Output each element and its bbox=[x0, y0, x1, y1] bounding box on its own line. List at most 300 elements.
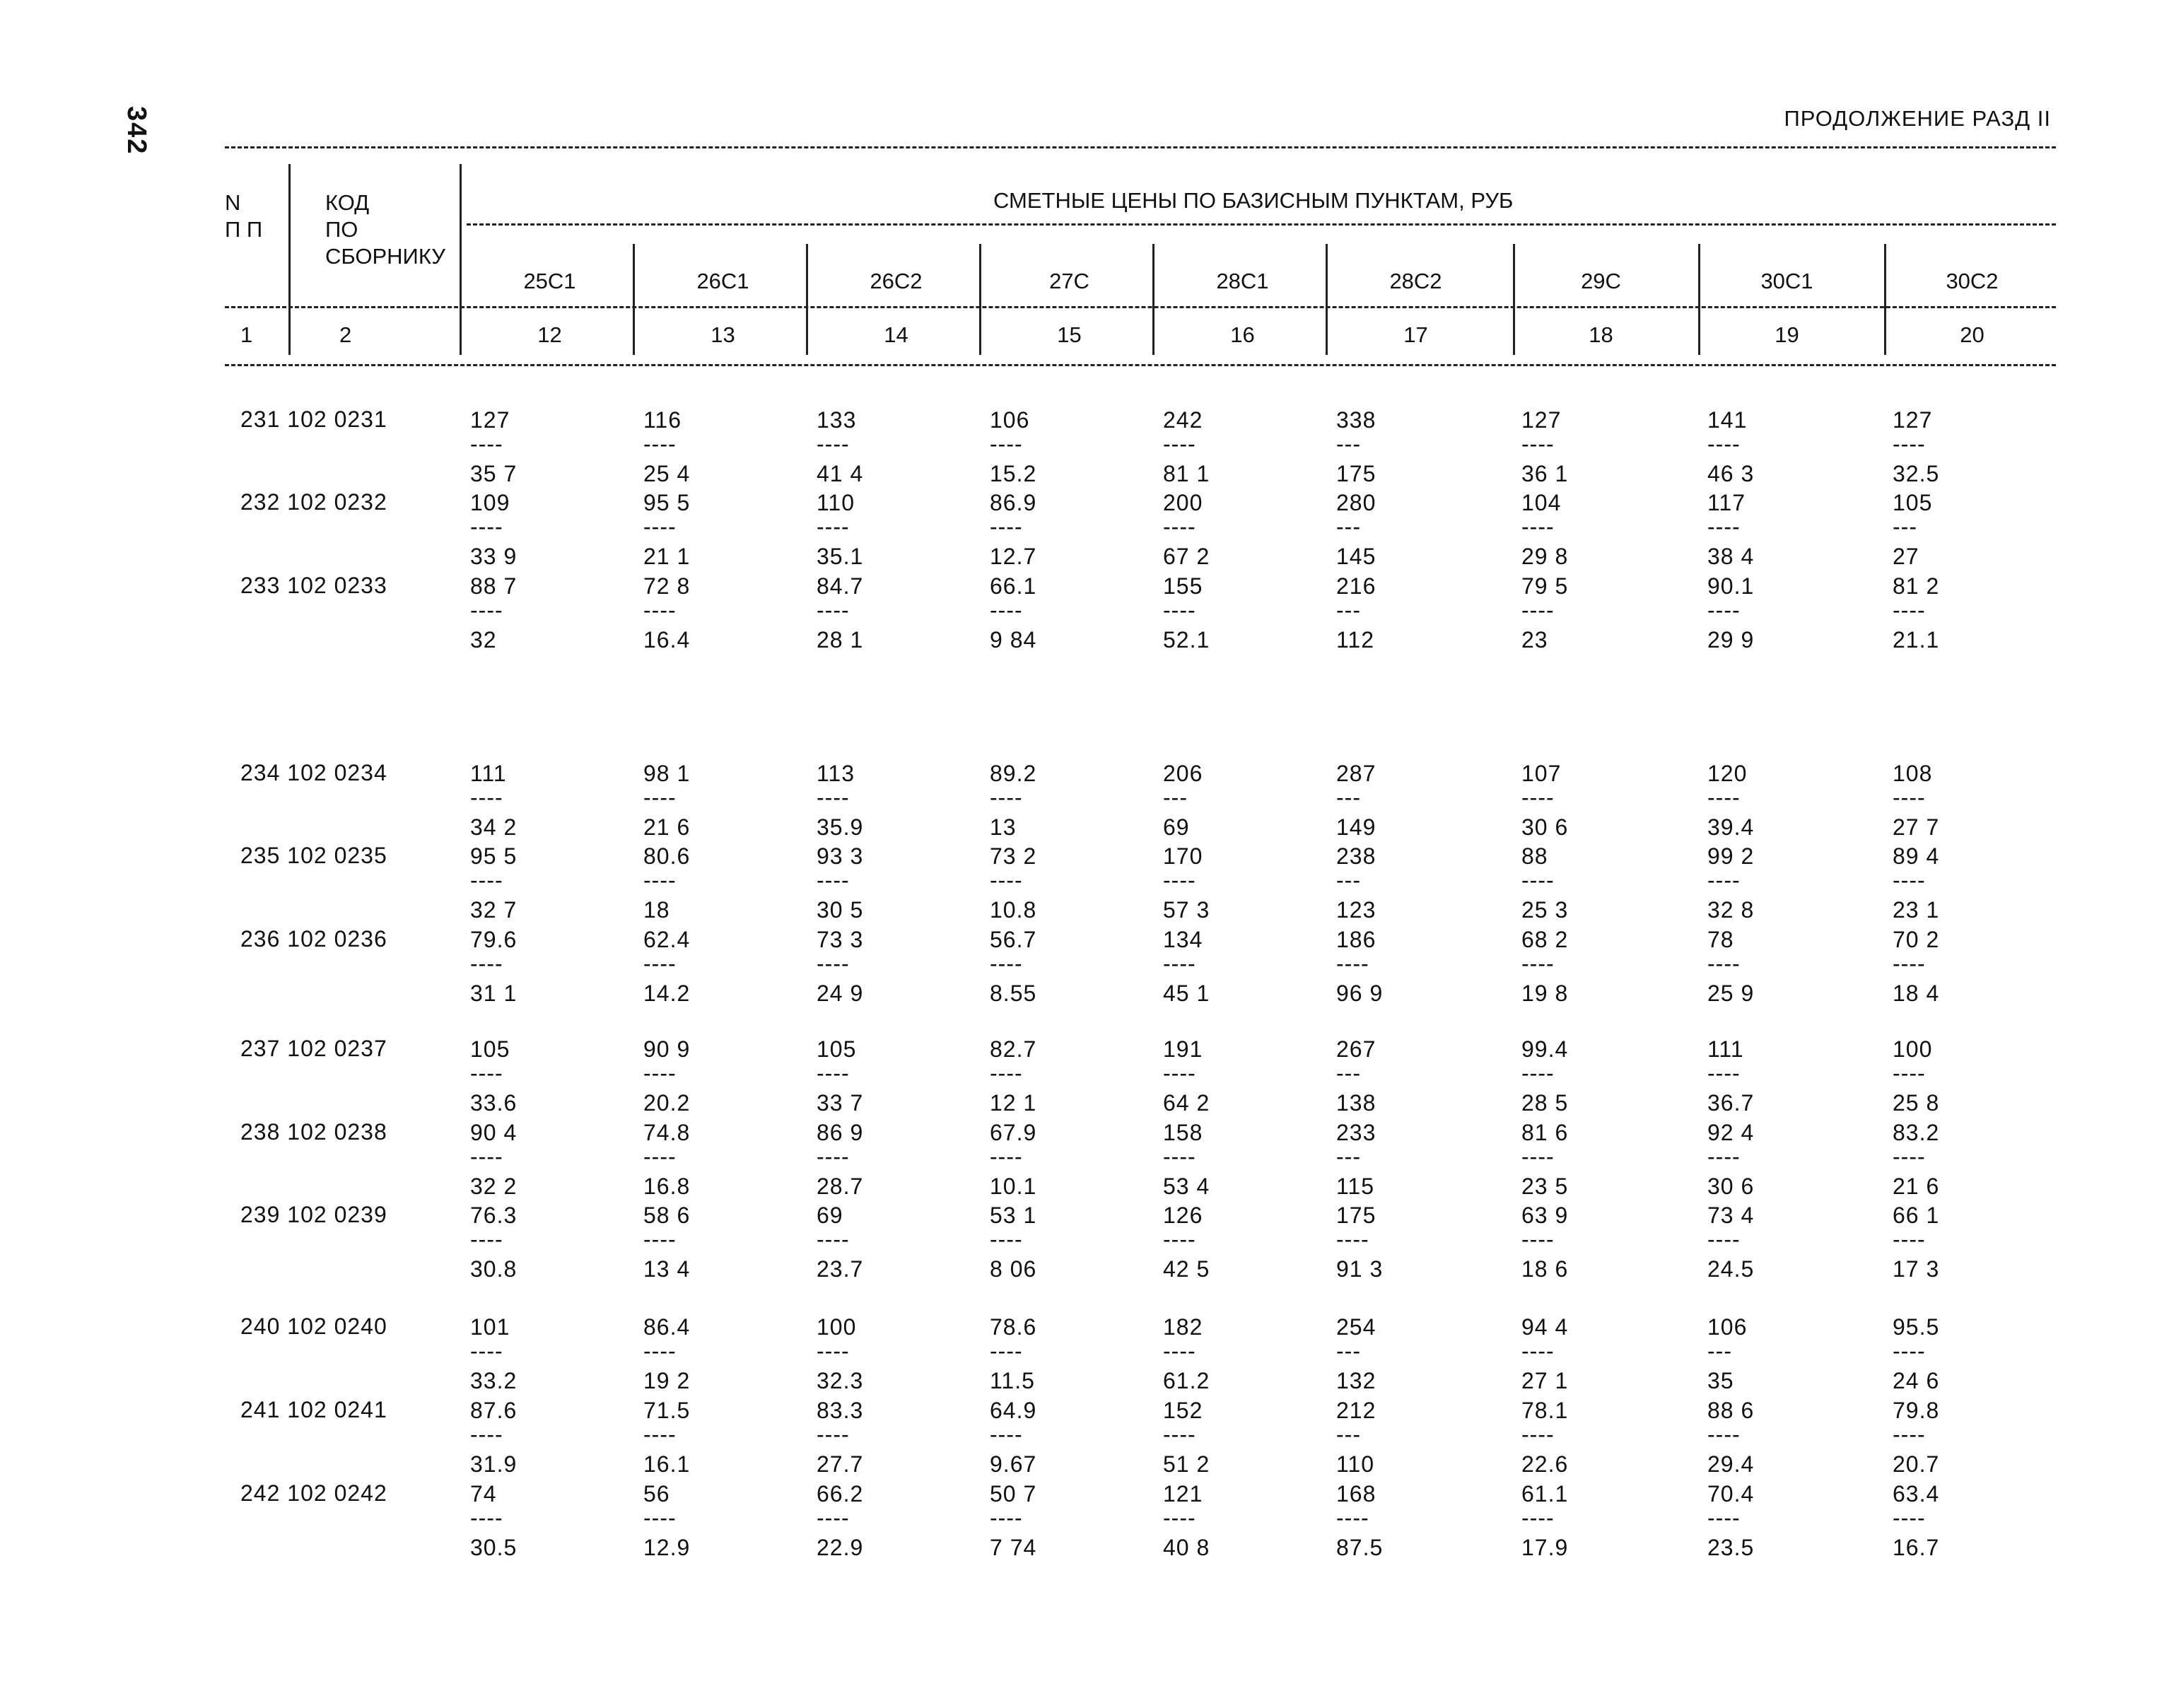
price-numerator: 87.6 bbox=[470, 1398, 518, 1423]
price-numerator: 108 bbox=[1893, 761, 1933, 786]
price-cell bbox=[643, 1119, 690, 1200]
price-cell bbox=[817, 489, 863, 570]
fraction-bar: --- bbox=[1336, 514, 1361, 539]
price-denominator: 21 1 bbox=[643, 544, 691, 569]
price-numerator: 76.3 bbox=[470, 1203, 518, 1228]
price-cell bbox=[990, 1397, 1036, 1478]
column-header-18: 29С bbox=[1581, 269, 1621, 293]
fraction-bar: ---- bbox=[470, 867, 503, 893]
price-numerator: 116 bbox=[643, 407, 682, 433]
fraction-bar: ---- bbox=[817, 1505, 850, 1531]
fraction-bar: ---- bbox=[990, 1338, 1023, 1364]
price-cell bbox=[1336, 843, 1376, 923]
price-numerator: 73 4 bbox=[1707, 1203, 1755, 1228]
price-denominator: 32 7 bbox=[470, 897, 518, 923]
fraction-bar: ---- bbox=[990, 431, 1023, 457]
price-cell bbox=[1336, 1480, 1383, 1561]
fraction-bar: ---- bbox=[1707, 1227, 1741, 1252]
price-numerator: 254 bbox=[1336, 1314, 1376, 1340]
price-cell bbox=[990, 760, 1036, 841]
price-numerator: 92 4 bbox=[1707, 1120, 1755, 1145]
fraction-bar: --- bbox=[1336, 1144, 1361, 1169]
fraction-bar: ---- bbox=[1521, 867, 1555, 893]
price-cell bbox=[1521, 1119, 1568, 1200]
column-number-19: 19 bbox=[1775, 322, 1799, 347]
price-numerator: 127 bbox=[1521, 407, 1562, 433]
column-header-17: 28С2 bbox=[1389, 269, 1442, 293]
price-denominator: 35.1 bbox=[817, 544, 864, 569]
price-cell bbox=[1163, 489, 1210, 570]
fraction-bar: --- bbox=[1707, 1338, 1732, 1364]
fraction-bar: ---- bbox=[643, 867, 677, 893]
price-numerator: 68 2 bbox=[1521, 927, 1569, 952]
fraction-bar: ---- bbox=[1163, 1227, 1196, 1252]
price-numerator: 88 6 bbox=[1707, 1398, 1755, 1423]
price-cell bbox=[1336, 1202, 1383, 1282]
price-cell bbox=[470, 760, 517, 841]
price-denominator: 28.7 bbox=[817, 1174, 864, 1199]
price-denominator: 52.1 bbox=[1163, 627, 1210, 653]
price-numerator: 67.9 bbox=[990, 1120, 1037, 1145]
price-cell bbox=[470, 926, 517, 1007]
price-numerator: 100 bbox=[1893, 1036, 1933, 1062]
price-cell bbox=[470, 1480, 517, 1561]
price-cell bbox=[470, 843, 517, 923]
price-numerator: 168 bbox=[1336, 1481, 1376, 1507]
price-cell bbox=[1707, 1202, 1754, 1282]
column-header-20: 30С2 bbox=[1946, 269, 1999, 293]
price-denominator: 81 1 bbox=[1163, 461, 1210, 486]
fraction-bar: ---- bbox=[470, 1060, 503, 1086]
price-numerator: 134 bbox=[1163, 927, 1203, 952]
price-numerator: 158 bbox=[1163, 1120, 1203, 1145]
fraction-bar: ---- bbox=[643, 1505, 677, 1531]
fraction-bar: ---- bbox=[470, 1505, 503, 1531]
price-cell bbox=[1893, 843, 1939, 923]
prices-title: СМЕТНЫЕ ЦЕНЫ ПО БАЗИСНЫМ ПУНКТАМ, РУБ bbox=[993, 188, 1514, 213]
price-numerator: 69 bbox=[817, 1203, 843, 1228]
price-denominator: 64 2 bbox=[1163, 1090, 1210, 1116]
price-denominator: 25 3 bbox=[1521, 897, 1569, 923]
price-denominator: 35 bbox=[1707, 1368, 1734, 1393]
fraction-bar: ---- bbox=[470, 1144, 503, 1169]
price-cell bbox=[643, 489, 690, 570]
price-cell bbox=[817, 843, 863, 923]
price-numerator: 78.1 bbox=[1521, 1398, 1569, 1423]
price-numerator: 104 bbox=[1521, 490, 1562, 515]
fraction-bar: ---- bbox=[990, 514, 1023, 539]
price-denominator: 20.2 bbox=[643, 1090, 691, 1116]
fraction-bar: ---- bbox=[643, 597, 677, 623]
fraction-bar: ---- bbox=[1336, 1505, 1369, 1531]
price-cell bbox=[1163, 1397, 1210, 1478]
fraction-bar: ---- bbox=[1163, 514, 1196, 539]
fraction-bar: ---- bbox=[1707, 514, 1741, 539]
fraction-bar: --- bbox=[1336, 867, 1361, 893]
price-numerator: 105 bbox=[817, 1036, 857, 1062]
price-cell bbox=[643, 1397, 690, 1478]
price-numerator: 73 2 bbox=[990, 843, 1037, 869]
fraction-bar: ---- bbox=[470, 597, 503, 623]
price-numerator: 99.4 bbox=[1521, 1036, 1569, 1062]
price-denominator: 10.1 bbox=[990, 1174, 1037, 1199]
price-cell bbox=[1893, 1036, 1939, 1116]
price-cell bbox=[990, 1480, 1036, 1561]
price-denominator: 41 4 bbox=[817, 461, 864, 486]
price-numerator: 79 5 bbox=[1521, 573, 1569, 599]
price-denominator: 115 bbox=[1336, 1174, 1375, 1199]
price-denominator: 22.9 bbox=[817, 1535, 864, 1560]
price-denominator: 32.3 bbox=[817, 1368, 864, 1393]
price-cell bbox=[1336, 926, 1383, 1007]
header-code-line3: СБОРНИКУ bbox=[325, 244, 445, 269]
price-numerator: 64.9 bbox=[990, 1398, 1037, 1423]
fraction-bar: ---- bbox=[1521, 1144, 1555, 1169]
column-header-19: 30С1 bbox=[1760, 269, 1813, 293]
price-denominator: 29 8 bbox=[1521, 544, 1569, 569]
price-numerator: 121 bbox=[1163, 1481, 1203, 1507]
price-cell bbox=[1521, 489, 1568, 570]
price-denominator: 28 1 bbox=[817, 627, 864, 653]
fraction-bar: ---- bbox=[643, 951, 677, 976]
price-cell bbox=[470, 1119, 517, 1200]
price-numerator: 78 bbox=[1707, 927, 1734, 952]
price-cell bbox=[1707, 926, 1754, 1007]
price-denominator: 132 bbox=[1336, 1368, 1376, 1393]
price-cell bbox=[1163, 1202, 1210, 1282]
fraction-bar: ---- bbox=[1521, 1338, 1555, 1364]
fraction-bar: ---- bbox=[990, 1505, 1023, 1531]
fraction-bar: --- bbox=[1893, 514, 1917, 539]
fraction-bar: ---- bbox=[1163, 1338, 1196, 1364]
fraction-bar: ---- bbox=[1163, 1422, 1196, 1447]
price-numerator: 111 bbox=[470, 761, 507, 786]
price-cell bbox=[1163, 1480, 1210, 1561]
price-cell bbox=[1707, 1036, 1754, 1116]
fraction-bar: ---- bbox=[1893, 1144, 1926, 1169]
fraction-bar: ---- bbox=[1707, 1060, 1741, 1086]
fraction-bar: ---- bbox=[1163, 1144, 1196, 1169]
price-denominator: 42 5 bbox=[1163, 1256, 1210, 1282]
price-denominator: 25 8 bbox=[1893, 1090, 1940, 1116]
row-code: 242 102 0242 bbox=[240, 1480, 387, 1506]
price-cell bbox=[817, 926, 863, 1007]
fraction-bar: ---- bbox=[1707, 1144, 1741, 1169]
price-numerator: 70 2 bbox=[1893, 927, 1940, 952]
fraction-bar: ---- bbox=[643, 785, 677, 810]
price-denominator: 33.2 bbox=[470, 1368, 518, 1393]
price-denominator: 16.1 bbox=[643, 1451, 691, 1477]
price-numerator: 182 bbox=[1163, 1314, 1203, 1340]
price-numerator: 95 5 bbox=[470, 843, 518, 869]
price-numerator: 50 7 bbox=[990, 1481, 1037, 1507]
price-denominator: 36 1 bbox=[1521, 461, 1569, 486]
price-denominator: 138 bbox=[1336, 1090, 1376, 1116]
price-cell bbox=[990, 573, 1036, 653]
header-code bbox=[325, 189, 445, 270]
price-denominator: 46 3 bbox=[1707, 461, 1755, 486]
column-number-13: 13 bbox=[711, 322, 735, 347]
price-denominator: 91 3 bbox=[1336, 1256, 1384, 1282]
header-n-line1: N bbox=[225, 190, 241, 215]
fraction-bar: ---- bbox=[1893, 1060, 1926, 1086]
price-denominator: 18 bbox=[643, 897, 670, 923]
price-cell bbox=[1163, 1314, 1210, 1394]
fraction-bar: ---- bbox=[1707, 597, 1741, 623]
header-code-line2: ПО bbox=[325, 217, 358, 242]
row-code: 241 102 0241 bbox=[240, 1397, 387, 1422]
fraction-bar: ---- bbox=[1893, 1227, 1926, 1252]
fraction-bar: ---- bbox=[817, 514, 850, 539]
price-cell bbox=[1707, 1314, 1747, 1394]
price-numerator: 206 bbox=[1163, 761, 1203, 786]
price-denominator: 14.2 bbox=[643, 981, 691, 1006]
price-denominator: 13 bbox=[990, 814, 1017, 840]
price-numerator: 106 bbox=[990, 407, 1030, 433]
fraction-bar: ---- bbox=[1336, 951, 1369, 976]
price-denominator: 69 bbox=[1163, 814, 1190, 840]
price-cell bbox=[1336, 489, 1376, 570]
fraction-bar: ---- bbox=[470, 514, 503, 539]
price-denominator: 24 6 bbox=[1893, 1368, 1940, 1393]
column-header-16: 28С1 bbox=[1216, 269, 1269, 293]
price-numerator: 111 bbox=[1707, 1036, 1744, 1062]
row-code: 231 102 0231 bbox=[240, 406, 387, 432]
price-denominator: 33 9 bbox=[470, 544, 518, 569]
price-cell bbox=[817, 1119, 863, 1200]
price-cell bbox=[1521, 1397, 1568, 1478]
price-numerator: 100 bbox=[817, 1314, 857, 1340]
price-numerator: 126 bbox=[1163, 1203, 1203, 1228]
fraction-bar: ---- bbox=[1707, 1505, 1741, 1531]
column-number-18: 18 bbox=[1589, 322, 1613, 347]
price-numerator: 71.5 bbox=[643, 1398, 691, 1423]
price-cell bbox=[1707, 1397, 1754, 1478]
price-numerator: 66 1 bbox=[1893, 1203, 1940, 1228]
fraction-bar: ---- bbox=[817, 1144, 850, 1169]
price-numerator: 73 3 bbox=[817, 927, 864, 952]
column-number-20: 20 bbox=[1960, 322, 1984, 347]
price-denominator: 35 7 bbox=[470, 461, 518, 486]
price-denominator: 9 84 bbox=[990, 627, 1037, 653]
price-denominator: 24.5 bbox=[1707, 1256, 1755, 1282]
price-cell bbox=[1163, 1036, 1210, 1116]
fraction-bar: --- bbox=[1163, 785, 1188, 810]
price-cell bbox=[1336, 1397, 1376, 1478]
price-cell bbox=[817, 1397, 863, 1478]
price-denominator: 34 2 bbox=[470, 814, 518, 840]
fraction-bar: ---- bbox=[470, 785, 503, 810]
price-numerator: 80.6 bbox=[643, 843, 691, 869]
price-numerator: 106 bbox=[1707, 1314, 1748, 1340]
row-code: 235 102 0235 bbox=[240, 843, 387, 868]
price-cell bbox=[1336, 1119, 1376, 1200]
fraction-bar: ---- bbox=[990, 1144, 1023, 1169]
price-denominator: 38 4 bbox=[1707, 544, 1755, 569]
price-denominator: 25 9 bbox=[1707, 981, 1755, 1006]
price-numerator: 81 2 bbox=[1893, 573, 1940, 599]
price-numerator: 93 3 bbox=[817, 843, 864, 869]
fraction-bar: ---- bbox=[1521, 1505, 1555, 1531]
price-cell bbox=[1336, 1314, 1376, 1394]
fraction-bar: ---- bbox=[1707, 1422, 1741, 1447]
price-cell bbox=[990, 1202, 1036, 1282]
price-cell bbox=[470, 1202, 517, 1282]
price-numerator: 101 bbox=[470, 1314, 510, 1340]
fraction-bar: ---- bbox=[1893, 431, 1926, 457]
price-numerator: 81 6 bbox=[1521, 1120, 1569, 1145]
price-denominator: 123 bbox=[1336, 897, 1376, 923]
price-cell bbox=[1893, 1480, 1939, 1561]
price-denominator: 110 bbox=[1336, 1451, 1375, 1477]
price-denominator: 18 4 bbox=[1893, 981, 1940, 1006]
price-numerator: 338 bbox=[1336, 407, 1376, 433]
fraction-bar: ---- bbox=[990, 1422, 1023, 1447]
row-code: 237 102 0237 bbox=[240, 1036, 387, 1061]
price-cell bbox=[817, 1314, 863, 1394]
price-cell bbox=[470, 489, 517, 570]
price-cell bbox=[1521, 926, 1568, 1007]
price-numerator: 127 bbox=[470, 407, 510, 433]
price-cell bbox=[1336, 760, 1376, 841]
price-numerator: 72 8 bbox=[643, 573, 691, 599]
header-n-line2: П П bbox=[225, 217, 263, 242]
price-cell bbox=[643, 760, 690, 841]
price-cell bbox=[990, 843, 1036, 923]
price-numerator: 58 6 bbox=[643, 1203, 691, 1228]
continuation-label: ПРОДОЛЖЕНИЕ РАЗД II bbox=[1784, 106, 2051, 131]
row-code: 236 102 0236 bbox=[240, 926, 387, 952]
price-denominator: 25 4 bbox=[643, 461, 691, 486]
column-number-14: 14 bbox=[884, 322, 908, 347]
price-denominator: 21.1 bbox=[1893, 627, 1940, 653]
price-cell bbox=[470, 1314, 517, 1394]
price-cell bbox=[1893, 760, 1939, 841]
row-code: 239 102 0239 bbox=[240, 1202, 387, 1227]
fraction-bar: ---- bbox=[1893, 867, 1926, 893]
price-denominator: 16.4 bbox=[643, 627, 691, 653]
price-numerator: 233 bbox=[1336, 1120, 1376, 1145]
price-denominator: 112 bbox=[1336, 627, 1375, 653]
price-denominator: 19 8 bbox=[1521, 981, 1569, 1006]
fraction-bar: --- bbox=[1336, 1422, 1361, 1447]
price-numerator: 88 bbox=[1521, 843, 1548, 869]
price-denominator: 12.7 bbox=[990, 544, 1037, 569]
price-cell bbox=[1521, 760, 1568, 841]
fraction-bar: ---- bbox=[1707, 785, 1741, 810]
fraction-bar: ---- bbox=[990, 597, 1023, 623]
column-header-12: 25С1 bbox=[523, 269, 576, 293]
price-cell bbox=[643, 1480, 690, 1561]
rule-prices bbox=[467, 223, 2056, 226]
price-cell bbox=[1163, 573, 1210, 653]
price-cell bbox=[817, 1036, 863, 1116]
price-cell bbox=[1893, 1202, 1939, 1282]
price-numerator: 191 bbox=[1163, 1036, 1203, 1062]
price-numerator: 212 bbox=[1336, 1398, 1376, 1423]
price-cell bbox=[470, 406, 517, 487]
row-code: 234 102 0234 bbox=[240, 760, 387, 785]
fraction-bar: ---- bbox=[1521, 597, 1555, 623]
price-numerator: 53 1 bbox=[990, 1203, 1037, 1228]
price-denominator: 23.5 bbox=[1707, 1535, 1755, 1560]
fraction-bar: ---- bbox=[1163, 597, 1196, 623]
price-denominator: 11.5 bbox=[990, 1368, 1035, 1393]
price-denominator: 23 1 bbox=[1893, 897, 1940, 923]
fraction-bar: ---- bbox=[470, 1338, 503, 1364]
price-cell bbox=[470, 573, 517, 653]
price-numerator: 117 bbox=[1707, 490, 1746, 515]
price-denominator: 17.9 bbox=[1521, 1535, 1569, 1560]
price-numerator: 110 bbox=[817, 490, 855, 515]
fraction-bar: ---- bbox=[1163, 867, 1196, 893]
price-denominator: 145 bbox=[1336, 544, 1376, 569]
fraction-bar: ---- bbox=[470, 1227, 503, 1252]
price-numerator: 94 4 bbox=[1521, 1314, 1569, 1340]
fraction-bar: ---- bbox=[1521, 1422, 1555, 1447]
price-cell bbox=[1893, 489, 1932, 570]
price-numerator: 89 4 bbox=[1893, 843, 1940, 869]
fraction-bar: ---- bbox=[1163, 951, 1196, 976]
price-numerator: 107 bbox=[1521, 761, 1562, 786]
price-cell bbox=[1336, 573, 1376, 653]
price-numerator: 83.2 bbox=[1893, 1120, 1940, 1145]
price-cell bbox=[1521, 1036, 1568, 1116]
price-cell bbox=[643, 1036, 690, 1116]
price-numerator: 61.1 bbox=[1521, 1481, 1569, 1507]
price-numerator: 200 bbox=[1163, 490, 1203, 515]
price-numerator: 66.2 bbox=[817, 1481, 864, 1507]
fraction-bar: ---- bbox=[470, 1422, 503, 1447]
fraction-bar: ---- bbox=[1521, 1227, 1555, 1252]
price-denominator: 16.8 bbox=[643, 1174, 691, 1199]
fraction-bar: ---- bbox=[817, 867, 850, 893]
price-cell bbox=[470, 1397, 517, 1478]
price-denominator: 23.7 bbox=[817, 1256, 864, 1282]
price-denominator: 17 3 bbox=[1893, 1256, 1940, 1282]
price-numerator: 109 bbox=[470, 490, 510, 515]
fraction-bar: ---- bbox=[817, 1227, 850, 1252]
price-numerator: 83.3 bbox=[817, 1398, 864, 1423]
price-denominator: 27.7 bbox=[817, 1451, 864, 1477]
price-numerator: 216 bbox=[1336, 573, 1376, 599]
price-numerator: 74.8 bbox=[643, 1120, 691, 1145]
price-numerator: 105 bbox=[470, 1036, 510, 1062]
price-cell bbox=[643, 1202, 690, 1282]
fraction-bar: ---- bbox=[817, 1422, 850, 1447]
price-denominator: 15.2 bbox=[990, 461, 1037, 486]
price-numerator: 88 7 bbox=[470, 573, 518, 599]
fraction-bar: ---- bbox=[990, 951, 1023, 976]
fraction-bar: ---- bbox=[817, 951, 850, 976]
price-numerator: 105 bbox=[1893, 490, 1933, 515]
price-denominator: 40 8 bbox=[1163, 1535, 1210, 1560]
column-header-13: 26С1 bbox=[696, 269, 749, 293]
price-denominator: 30.8 bbox=[470, 1256, 518, 1282]
price-numerator: 86 9 bbox=[817, 1120, 864, 1145]
fraction-bar: ---- bbox=[817, 597, 850, 623]
price-cell bbox=[1163, 926, 1210, 1007]
price-numerator: 78.6 bbox=[990, 1314, 1037, 1340]
fraction-bar: ---- bbox=[1336, 1227, 1369, 1252]
fraction-bar: ---- bbox=[817, 1338, 850, 1364]
price-denominator: 12 1 bbox=[990, 1090, 1037, 1116]
price-numerator: 238 bbox=[1336, 843, 1376, 869]
price-denominator: 30.5 bbox=[470, 1535, 518, 1560]
fraction-bar: --- bbox=[1336, 1060, 1361, 1086]
column-header-15: 27С bbox=[1049, 269, 1089, 293]
price-cell bbox=[1336, 406, 1376, 487]
